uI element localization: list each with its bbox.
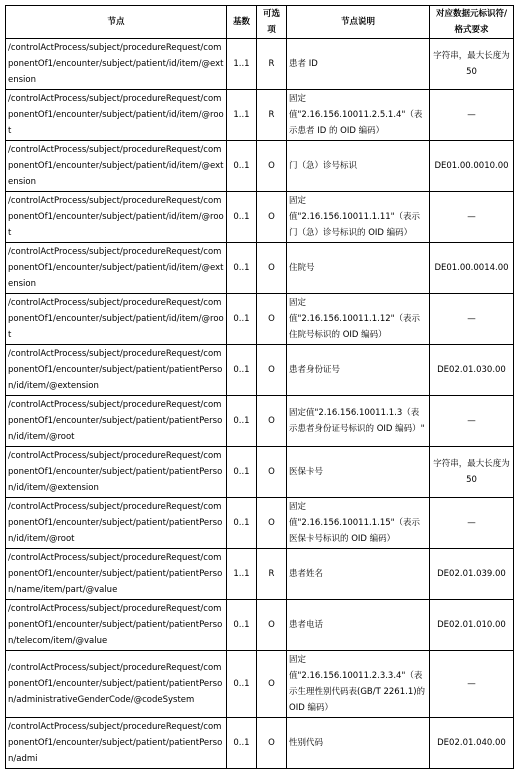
format-cell: — [430,651,514,718]
optional-cell: O [257,600,287,651]
format-cell: — [430,90,514,141]
table-row [6,396,514,447]
optional-cell: O [257,718,287,769]
description-cell: 固定值"2.16.156.10011.1.12"（表示住院号标识的 OID 编码） [287,294,430,345]
node-cell: /controlActProcess/subject/procedureRequest/componentOf1/encounter/subject/patient/patientPerson/id/item/@extension [6,345,227,396]
description-cell: 患者身份证号 [287,345,430,396]
table-row [6,39,514,90]
optional-cell: O [257,294,287,345]
header-cardinality: 基数 [227,6,257,39]
table-row [6,718,514,769]
node-cell: /controlActProcess/subject/procedureRequest/componentOf1/encounter/subject/patient/id/item/@root [6,192,227,243]
format-cell: DE02.01.010.00 [430,600,514,651]
table-row [6,192,514,243]
format-cell: 字符串，最大长度为 50 [430,447,514,498]
node-cell: /controlActProcess/subject/procedureRequest/componentOf1/encounter/subject/patient/id/item/@root [6,90,227,141]
table-row [6,90,514,141]
table-row [6,243,514,294]
format-cell: DE02.01.040.00 [430,718,514,769]
table-row [6,447,514,498]
optional-cell: O [257,192,287,243]
header-optional: 可选项 [257,6,287,39]
description-cell: 固定值"2.16.156.10011.1.11"（表示门（急）诊号标识的 OID 编码） [287,192,430,243]
node-cell: /controlActProcess/subject/procedureRequest/componentOf1/encounter/subject/patient/id/item/@root [6,294,227,345]
format-cell: DE01.00.0010.00 [430,141,514,192]
node-cell: /controlActProcess/subject/procedureRequest/componentOf1/encounter/subject/patient/patientPerson/id/item/@root [6,396,227,447]
table-row [6,345,514,396]
spec-table [5,5,514,769]
table-row [6,294,514,345]
format-cell: DE01.00.0014.00 [430,243,514,294]
description-cell: 固定值"2.16.156.10011.1.3（表示患者身份证号标识的 OID 编码）" [287,396,430,447]
cardinality-cell: 1..1 [227,90,257,141]
cardinality-cell: 0..1 [227,243,257,294]
description-cell: 患者 ID [287,39,430,90]
description-cell: 住院号 [287,243,430,294]
optional-cell: O [257,243,287,294]
format-cell: — [430,396,514,447]
cardinality-cell: 0..1 [227,498,257,549]
cardinality-cell: 0..1 [227,294,257,345]
format-cell: 字符串，最大长度为 50 [430,39,514,90]
table-row [6,549,514,600]
format-cell: — [430,192,514,243]
optional-cell: O [257,396,287,447]
optional-cell: R [257,90,287,141]
description-cell: 患者姓名 [287,549,430,600]
table-body [6,39,514,769]
node-cell: /controlActProcess/subject/procedureRequest/componentOf1/encounter/subject/patient/patientPerson/name/item/part/@value [6,549,227,600]
description-cell: 医保卡号 [287,447,430,498]
node-cell: /controlActProcess/subject/procedureRequest/componentOf1/encounter/subject/patient/patientPerson/admi [6,718,227,769]
description-cell: 性别代码 [287,718,430,769]
optional-cell: O [257,141,287,192]
header-description: 节点说明 [287,6,430,39]
node-cell: /controlActProcess/subject/procedureRequest/componentOf1/encounter/subject/patient/patientPerson/telecom/item/@value [6,600,227,651]
description-cell: 门（急）诊号标识 [287,141,430,192]
optional-cell: R [257,39,287,90]
cardinality-cell: 0..1 [227,345,257,396]
cardinality-cell: 0..1 [227,600,257,651]
cardinality-cell: 0..1 [227,447,257,498]
node-cell: /controlActProcess/subject/procedureRequest/componentOf1/encounter/subject/patient/id/item/@extension [6,141,227,192]
cardinality-cell: 1..1 [227,39,257,90]
cardinality-cell: 0..1 [227,396,257,447]
node-cell: /controlActProcess/subject/procedureRequest/componentOf1/encounter/subject/patient/id/item/@extension [6,243,227,294]
description-cell: 患者电话 [287,600,430,651]
optional-cell: O [257,447,287,498]
optional-cell: R [257,549,287,600]
cardinality-cell: 0..1 [227,651,257,718]
cardinality-cell: 0..1 [227,141,257,192]
optional-cell: O [257,345,287,396]
table-row [6,141,514,192]
format-cell: DE02.01.030.00 [430,345,514,396]
node-cell: /controlActProcess/subject/procedureRequest/componentOf1/encounter/subject/patient/patientPerson/administrativeGenderCode/@codeSystem [6,651,227,718]
cardinality-cell: 1..1 [227,549,257,600]
node-cell: /controlActProcess/subject/procedureRequest/componentOf1/encounter/subject/patient/patientPerson/id/item/@root [6,498,227,549]
table-row [6,600,514,651]
optional-cell: O [257,498,287,549]
optional-cell: O [257,651,287,718]
format-cell: — [430,498,514,549]
header-format: 对应数据元标识符/格式要求 [430,6,514,39]
header-node: 节点 [6,6,227,39]
description-cell: 固定值"2.16.156.10011.1.15"（表示医保卡号标识的 OID 编码） [287,498,430,549]
format-cell: — [430,294,514,345]
cardinality-cell: 0..1 [227,718,257,769]
node-cell: /controlActProcess/subject/procedureRequest/componentOf1/encounter/subject/patient/id/item/@extension [6,39,227,90]
table-row [6,498,514,549]
description-cell: 固定值"2.16.156.10011.2.3.3.4"（表示生理性别代码表(GB/T 2261.1)的 OID 编码） [287,651,430,718]
header-row [6,6,514,39]
table-row [6,651,514,718]
cardinality-cell: 0..1 [227,192,257,243]
node-cell: /controlActProcess/subject/procedureRequest/componentOf1/encounter/subject/patient/patientPerson/id/item/@extension [6,447,227,498]
description-cell: 固定值"2.16.156.10011.2.5.1.4"（表示患者 ID 的 OID 编码） [287,90,430,141]
format-cell: DE02.01.039.00 [430,549,514,600]
